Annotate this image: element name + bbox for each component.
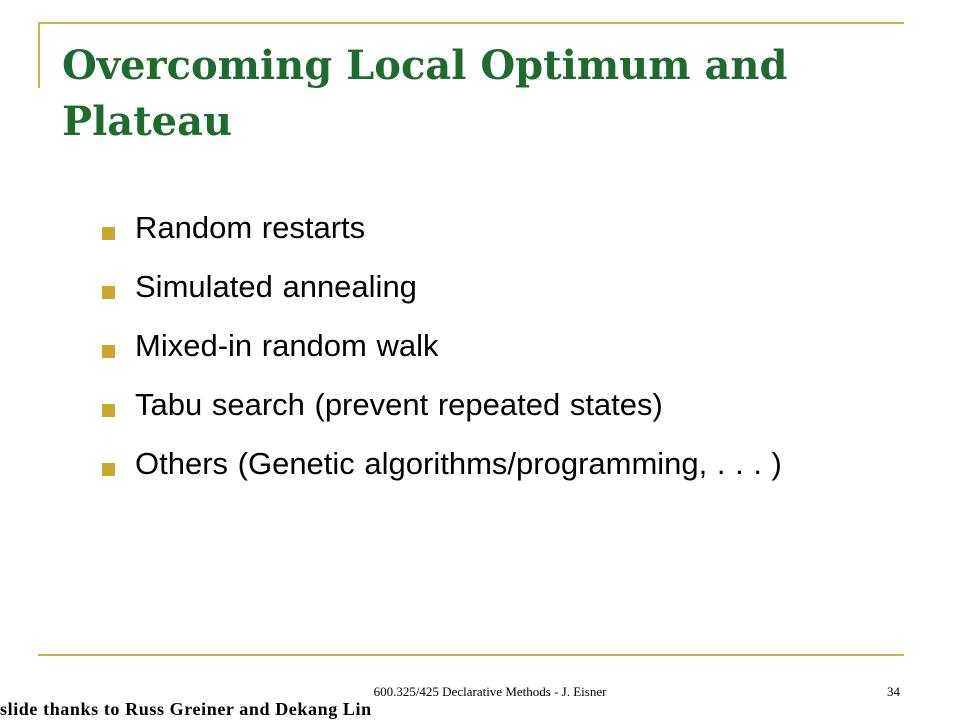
bullet-text: Simulated annealing: [135, 269, 417, 304]
bullet-list: [100, 206, 920, 501]
list-item: [100, 442, 920, 486]
list-item: [100, 265, 920, 309]
square-bullet-icon: [102, 463, 115, 476]
bullet-text: Others (Genetic algorithms/programming, . . . ): [135, 446, 782, 481]
bullet-text: Tabu search (prevent repeated states): [135, 387, 663, 422]
page-number: 34: [887, 684, 900, 699]
list-item: [100, 206, 920, 250]
square-bullet-icon: [102, 286, 115, 299]
slide-credit: slide thanks to Russ Greiner and Dekang Lin: [0, 699, 372, 719]
square-bullet-icon: [102, 404, 115, 417]
frame-bottom-rule: [38, 654, 904, 656]
frame-top-rule: [38, 22, 904, 24]
square-bullet-icon: [102, 227, 115, 240]
frame-left-rule: [38, 22, 40, 88]
list-item: [100, 383, 920, 427]
footer-course: 600.325/425 Declarative Methods - J. Eisner: [373, 684, 607, 699]
bullet-text: Mixed-in random walk: [135, 328, 439, 363]
list-item: [100, 324, 920, 368]
slide-title: Overcoming Local Optimum and Plateau: [62, 42, 788, 145]
square-bullet-icon: [102, 345, 115, 358]
bullet-text: Random restarts: [135, 210, 366, 245]
